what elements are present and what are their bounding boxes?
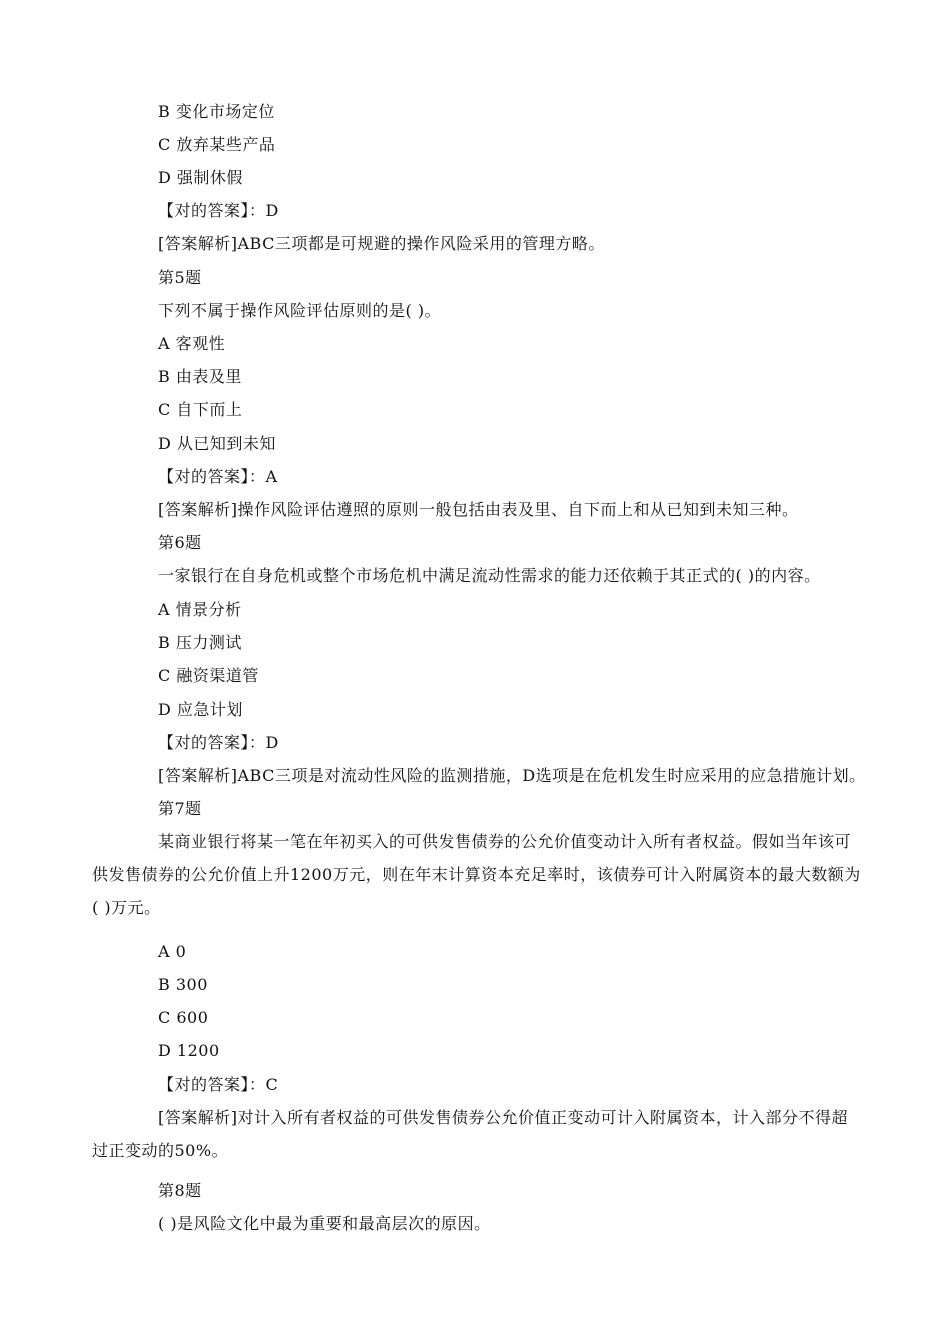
q4-answer: 【对的答案】：D <box>158 201 279 220</box>
q7-question: 某商业银行将某一笔在年初买入的可供发售债券的公允价值变动计入所有者权益。假如当年该可供发售债券的公允价值上升1200万元，则在年末计算资本充足率时，该债券可计入附属资本的最大数额为( )万元。 <box>92 832 861 917</box>
q6-question: 一家银行在自身危机或整个市场危机中满足流动性需求的能力还依赖于其正式的( )的内容。 <box>158 566 821 585</box>
q7-answer: 【对的答案】：C <box>158 1075 279 1094</box>
q7-option-d: D 1200 <box>158 1041 220 1060</box>
q5-title: 第5题 <box>158 268 202 287</box>
q6-explanation: [答案解析]ABC三项是对流动性风险的监测措施，D选项是在危机发生时应采用的应急措施计划。 <box>158 766 866 785</box>
q6-answer: 【对的答案】：D <box>158 733 279 752</box>
q6-option-a: A 情景分析 <box>158 600 242 619</box>
q8-title: 第8题 <box>158 1181 202 1200</box>
q6-title: 第6题 <box>158 533 202 552</box>
q7-option-c: C 600 <box>158 1008 209 1027</box>
q6-option-d: D 应急计划 <box>158 700 243 719</box>
q5-explanation: [答案解析]操作风险评估遵照的原则一般包括由表及里、自下而上和从已知到未知三种。 <box>158 500 799 519</box>
q5-option-a: A 客观性 <box>158 334 226 353</box>
q6-option-b: B 压力测试 <box>158 633 242 652</box>
q7-option-a: A 0 <box>158 942 187 961</box>
q7-title: 第7题 <box>158 799 202 818</box>
q4-option-d: D 强制休假 <box>158 168 243 187</box>
q8-question: ( )是风险文化中最为重要和最高层次的原因。 <box>158 1214 491 1233</box>
q5-option-d: D 从已知到未知 <box>158 434 276 453</box>
q4-option-b: B 变化市场定位 <box>158 102 275 121</box>
q7-option-b: B 300 <box>158 975 208 994</box>
q5-option-c: C 自下而上 <box>158 400 243 419</box>
q5-option-b: B 由表及里 <box>158 367 242 386</box>
q5-question: 下列不属于操作风险评估原则的是( )。 <box>158 301 442 320</box>
q4-option-c: C 放弃某些产品 <box>158 135 276 154</box>
q7-explanation: [答案解析]对计入所有者权益的可供发售债券公允价值正变动可计入附属资本，计入部分不得超过正变动的50%。 <box>92 1108 848 1160</box>
q6-option-c: C 融资渠道管 <box>158 666 259 685</box>
q4-explanation: [答案解析]ABC三项都是可规避的操作风险采用的管理方略。 <box>158 234 605 253</box>
q5-answer: 【对的答案】：A <box>158 467 278 486</box>
